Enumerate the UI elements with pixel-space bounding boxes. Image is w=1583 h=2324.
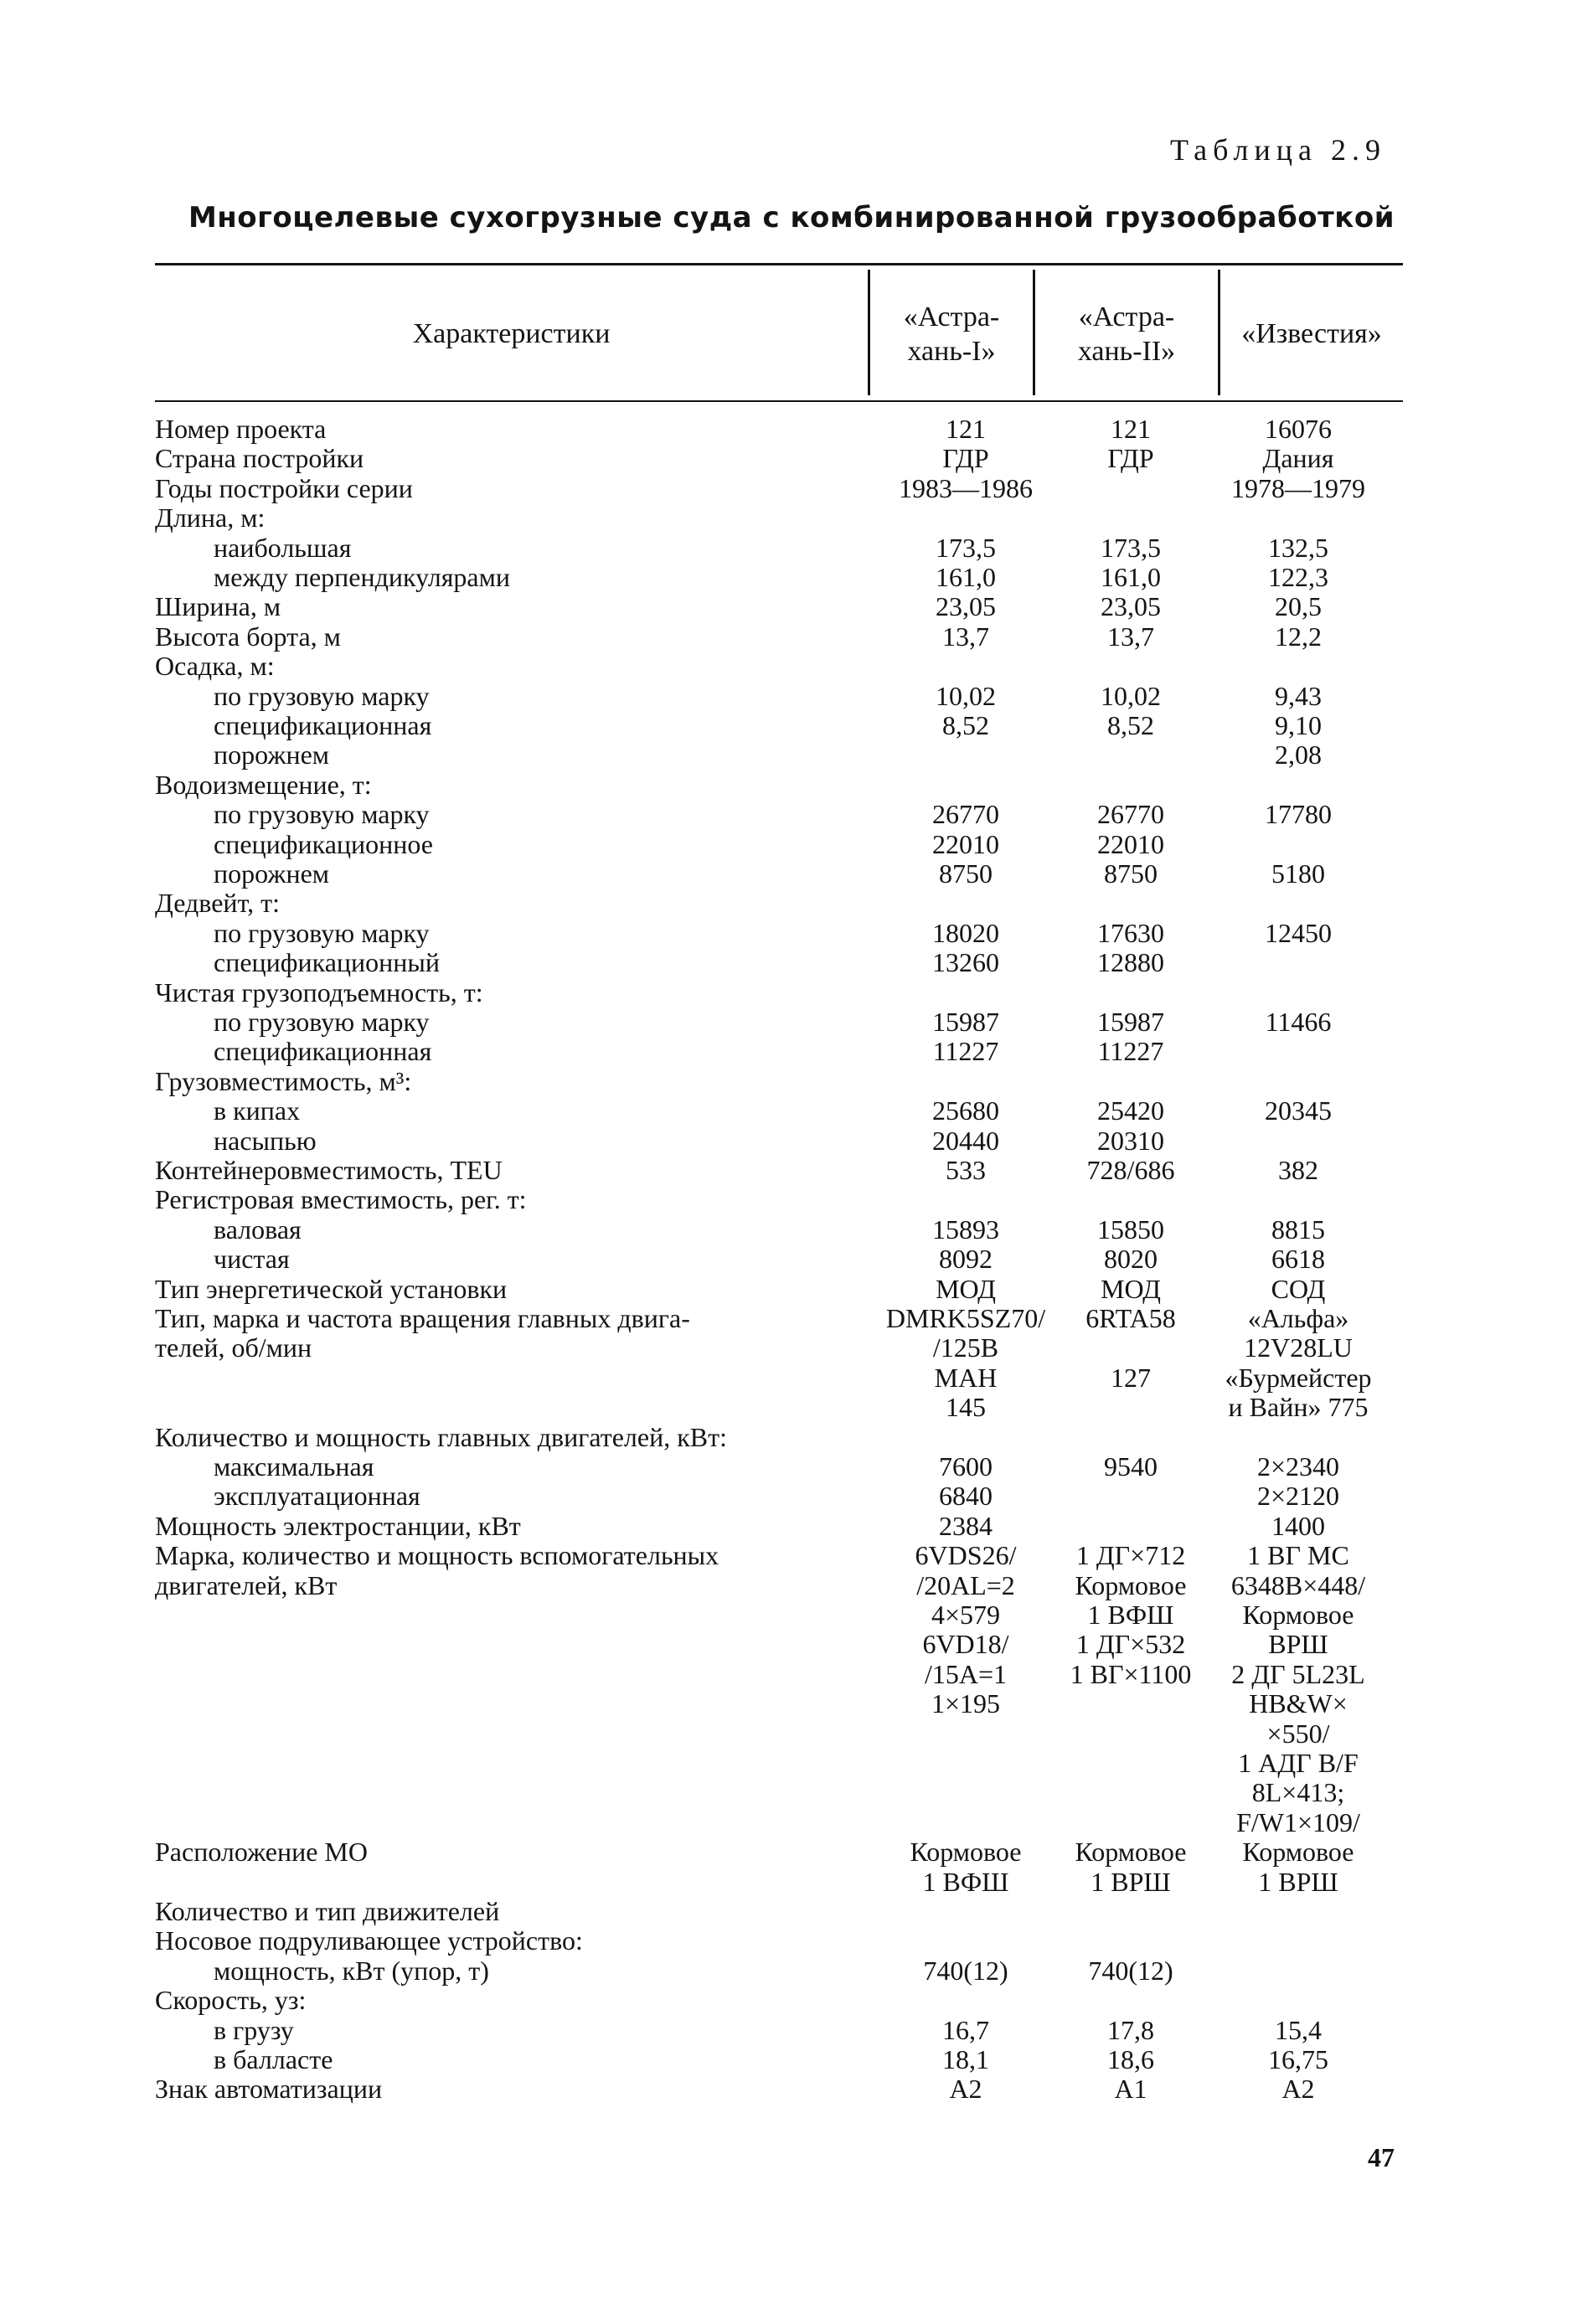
cell-astrakhan-1: 6VDS26/ (915, 1540, 1017, 1570)
row-label: по грузовую марку (214, 681, 430, 711)
table-row (0, 858, 1583, 888)
cell-astrakhan-1: Кормовое (910, 1837, 1022, 1867)
table-row (0, 562, 1583, 591)
row-label: Марка, количество и мощность вспомогательных (155, 1540, 719, 1570)
row-label: Количество и мощность главных двигателей, кВт: (155, 1422, 727, 1452)
cell-astrakhan-2: 11227 (1097, 1036, 1164, 1066)
cell-izvestiya: 6348B×448/ (1230, 1570, 1366, 1600)
cell-astrakhan-1: 6VD18/ (922, 1629, 1009, 1659)
cell-astrakhan-1: 15987 (932, 1007, 999, 1037)
header-astrakhan-2 (1035, 300, 1218, 369)
cell-izvestiya: 17780 (1265, 799, 1332, 829)
cell-izvestiya: 382 (1278, 1155, 1318, 1185)
table-top-rule (155, 263, 1403, 265)
row-label: в грузу (214, 2015, 294, 2045)
cell-astrakhan-1: /15A=1 (924, 1659, 1008, 1689)
cell-astrakhan-2: A1 (1114, 2074, 1147, 2104)
cell-izvestiya: 9,43 (1275, 681, 1322, 711)
cell-astrakhan-2: 25420 (1097, 1095, 1164, 1126)
cell-astrakhan-2: Кормовое (1075, 1837, 1187, 1867)
table-row (0, 1777, 1583, 1806)
row-label: Контейнеровместимость, TEU (155, 1155, 503, 1185)
table-row (0, 1511, 1583, 1540)
row-label: Дедвейт, т: (155, 888, 280, 918)
cell-astrakhan-1: 6840 (939, 1481, 993, 1511)
cell-izvestiya: 2 ДГ 5L23L (1231, 1659, 1365, 1689)
cell-izvestiya: Кормовое (1242, 1837, 1354, 1867)
cell-astrakhan-2: 23,05 (1101, 591, 1161, 621)
table-row (0, 1719, 1583, 1748)
cell-astrakhan-1: 10,02 (936, 681, 996, 711)
header-astrakhan-1 (870, 300, 1033, 369)
cell-astrakhan-1: 20440 (932, 1126, 999, 1156)
row-label: Регистровая вместимость, рег. т: (155, 1184, 527, 1214)
cell-astrakhan-2: 22010 (1097, 829, 1164, 859)
header-col1-line2: хань-I» (907, 336, 996, 368)
header-izvestiya: «Известия» (1241, 318, 1382, 349)
row-label: чистая (214, 1244, 290, 1274)
table-row (0, 799, 1583, 828)
cell-astrakhan-1: 161,0 (936, 562, 996, 592)
cell-astrakhan-1: 8750 (939, 858, 993, 889)
cell-astrakhan-1: 1 ВФШ (922, 1867, 1009, 1897)
cell-izvestiya: 1 ВГ МС (1247, 1540, 1349, 1570)
cell-izvestiya: 122,3 (1268, 562, 1328, 592)
table-row (0, 1481, 1583, 1510)
table-row (0, 1837, 1583, 1866)
row-label: порожнем (214, 858, 330, 889)
table-row (0, 947, 1583, 976)
cell-izvestiya: 16076 (1265, 414, 1332, 444)
cell-izvestiya: 8815 (1271, 1214, 1325, 1244)
cell-astrakhan-2: 1 ВФШ (1087, 1600, 1174, 1630)
cell-astrakhan-1: 13260 (932, 947, 999, 977)
cell-izvestiya: 6618 (1271, 1244, 1325, 1274)
table-row (0, 1036, 1583, 1065)
cell-astrakhan-1: 8092 (939, 1244, 993, 1274)
header-bottom-rule (155, 400, 1403, 402)
table-title: Многоцелевые сухогрузные суда с комбинированной грузообработкой (188, 201, 1395, 234)
cell-astrakhan-2: 20310 (1097, 1126, 1164, 1156)
table-row (0, 621, 1583, 651)
cell-astrakhan-2: 8,52 (1107, 710, 1154, 740)
table-row (0, 1303, 1583, 1332)
table-row (0, 1807, 1583, 1837)
table-row (0, 502, 1583, 532)
cell-izvestiya: и Вайн» 775 (1228, 1392, 1369, 1422)
cell-astrakhan-1: 15893 (932, 1214, 999, 1244)
cell-astrakhan-1: 25680 (932, 1095, 999, 1126)
cell-izvestiya: 5180 (1271, 858, 1325, 889)
row-label: по грузовую марку (214, 918, 430, 948)
cell-astrakhan-1: 533 (946, 1155, 986, 1185)
table-row (0, 739, 1583, 769)
cell-astrakhan-1: DMRK5SZ70/ (885, 1303, 1046, 1333)
cell-astrakhan-2: 26770 (1097, 799, 1164, 829)
table-row (0, 2015, 1583, 2044)
cell-astrakhan-2: 728/686 (1086, 1155, 1175, 1185)
cell-izvestiya: 12450 (1265, 918, 1332, 948)
row-label: по грузовую марку (214, 1007, 430, 1037)
cell-izvestiya: 12,2 (1275, 621, 1322, 652)
cell-astrakhan-2: 740(12) (1088, 1956, 1173, 1986)
row-label: между перпендикулярами (214, 562, 510, 592)
table-row (0, 1363, 1583, 1392)
cell-astrakhan-2: 9540 (1104, 1451, 1158, 1481)
table-row (0, 1332, 1583, 1362)
cell-izvestiya: 12V28LU (1244, 1332, 1353, 1363)
table-row (0, 1867, 1583, 1896)
cell-izvestiya: 16,75 (1268, 2044, 1328, 2074)
cell-astrakhan-2: 121 (1111, 414, 1151, 444)
row-label: Номер проекта (155, 414, 327, 444)
table-row (0, 1155, 1583, 1184)
row-label: Высота борта, м (155, 621, 341, 652)
row-label: спецификационная (214, 710, 432, 740)
cell-astrakhan-1: МОД (936, 1274, 996, 1304)
cell-astrakhan-1: ГДР (942, 443, 989, 473)
table-row (0, 473, 1583, 502)
table-row (0, 1184, 1583, 1214)
header-col2-line2: хань-II» (1077, 336, 1176, 368)
table-row (0, 1126, 1583, 1155)
cell-astrakhan-1: 7600 (939, 1451, 993, 1481)
table-row (0, 888, 1583, 917)
cell-astrakhan-2: 127 (1111, 1363, 1151, 1393)
row-label: Водоизмещение, т: (155, 770, 372, 800)
cell-izvestiya: СОД (1271, 1274, 1326, 1304)
table-row (0, 2074, 1583, 2103)
row-label: Ширина, м (155, 591, 281, 621)
cell-astrakhan-2: 6RTA58 (1085, 1303, 1176, 1333)
cell-izvestiya: Дания (1262, 443, 1334, 473)
cell-izvestiya: «Альфа» (1247, 1303, 1349, 1333)
table-label: Таблица 2.9 (1170, 133, 1386, 167)
row-label: Тип энергетической установки (155, 1274, 508, 1304)
cell-astrakhan-2: 161,0 (1101, 562, 1161, 592)
cell-izvestiya: HB&W× (1249, 1688, 1348, 1719)
table-row (0, 1007, 1583, 1036)
cell-astrakhan-2: 17630 (1097, 918, 1164, 948)
cell-astrakhan-2: Кормовое (1075, 1570, 1187, 1600)
row-label: Носовое подруливающее устройство: (155, 1925, 583, 1956)
cell-astrakhan-2: 1 ДГ×712 (1075, 1540, 1186, 1570)
cell-astrakhan-1: 4×579 (931, 1600, 1001, 1630)
cell-astrakhan-1: 740(12) (923, 1956, 1008, 1986)
cell-astrakhan-1: /20AL=2 (916, 1570, 1015, 1600)
cell-astrakhan-1: 22010 (932, 829, 999, 859)
table-row (0, 1392, 1583, 1421)
cell-astrakhan-1: 145 (946, 1392, 986, 1422)
cell-astrakhan-1: 1×195 (931, 1688, 1001, 1719)
cell-astrakhan-1: 2384 (939, 1511, 993, 1541)
table-row (0, 1422, 1583, 1451)
table-row (0, 533, 1583, 562)
cell-izvestiya: 1978—1979 (1231, 473, 1365, 503)
cell-astrakhan-2: 12880 (1097, 947, 1164, 977)
row-label: двигателей, кВт (155, 1570, 338, 1600)
table-row (0, 1659, 1583, 1688)
table-row (0, 1748, 1583, 1777)
cell-astrakhan-2: МОД (1101, 1274, 1161, 1304)
row-label: насыпью (214, 1126, 317, 1156)
cell-astrakhan-2: 1 ВРШ (1091, 1867, 1171, 1897)
table-row (0, 1985, 1583, 2014)
cell-astrakhan-1: 16,7 (942, 2015, 989, 2045)
cell-astrakhan-2: 1 ВГ×1100 (1070, 1659, 1192, 1689)
table-row (0, 1274, 1583, 1303)
row-label: телей, об/мин (155, 1332, 312, 1363)
row-label: Длина, м: (155, 502, 266, 533)
cell-izvestiya: 1 ВРШ (1258, 1867, 1338, 1897)
header-col2-line1: «Астра- (1078, 301, 1175, 332)
header-col1-line1: «Астра- (903, 301, 1000, 332)
cell-astrakhan-1: 1983—1986 (899, 473, 1033, 503)
row-label: наибольшая (214, 533, 352, 563)
cell-izvestiya: 2×2120 (1256, 1481, 1340, 1511)
cell-astrakhan-1: 173,5 (936, 533, 996, 563)
row-label: Скорость, уз: (155, 1985, 307, 2015)
table-row (0, 770, 1583, 799)
table-row (0, 1214, 1583, 1244)
row-label: спецификационная (214, 1036, 432, 1066)
cell-astrakhan-1: 18,1 (942, 2044, 989, 2074)
row-label: валовая (214, 1214, 302, 1244)
row-label: в кипах (214, 1095, 301, 1126)
table-row (0, 1896, 1583, 1925)
table-row (0, 681, 1583, 710)
table-row (0, 1244, 1583, 1273)
cell-izvestiya: 20,5 (1275, 591, 1322, 621)
cell-izvestiya: ×550/ (1266, 1719, 1330, 1749)
row-label: в балласте (214, 2044, 333, 2074)
cell-astrakhan-1: 121 (946, 414, 986, 444)
cell-izvestiya: 8L×413; (1251, 1777, 1345, 1807)
row-label: мощность, кВт (упор, т) (214, 1956, 489, 1986)
cell-izvestiya: 20345 (1265, 1095, 1332, 1126)
cell-izvestiya: 1 АДГ B/F (1238, 1748, 1359, 1778)
cell-astrakhan-2: 10,02 (1101, 681, 1161, 711)
row-label: Расположение МО (155, 1837, 368, 1867)
cell-astrakhan-2: 173,5 (1101, 533, 1161, 563)
table-row (0, 1629, 1583, 1658)
table-row (0, 1066, 1583, 1095)
cell-astrakhan-1: 23,05 (936, 591, 996, 621)
cell-astrakhan-1: 11227 (932, 1036, 999, 1066)
header-characteristics: Характеристики (412, 318, 611, 349)
table-row (0, 591, 1583, 621)
row-label: Осадка, м: (155, 651, 275, 681)
cell-astrakhan-1: 26770 (932, 799, 999, 829)
cell-izvestiya: 2,08 (1275, 739, 1322, 770)
row-label: спецификационное (214, 829, 433, 859)
table-row (0, 443, 1583, 472)
cell-astrakhan-1: MAH (934, 1363, 998, 1393)
cell-astrakhan-2: 8750 (1104, 858, 1158, 889)
row-label: порожнем (214, 739, 330, 770)
cell-astrakhan-2: 18,6 (1107, 2044, 1154, 2074)
page-number: 47 (1368, 2142, 1395, 2172)
cell-izvestiya: ВРШ (1268, 1629, 1328, 1659)
row-label: спецификационный (214, 947, 441, 977)
table-row (0, 414, 1583, 443)
cell-izvestiya: 2×2340 (1256, 1451, 1340, 1481)
table-row (0, 1925, 1583, 1955)
table-row (0, 1451, 1583, 1481)
table-row (0, 2044, 1583, 2074)
cell-astrakhan-2: 8020 (1104, 1244, 1158, 1274)
cell-astrakhan-2: 15850 (1097, 1214, 1164, 1244)
row-label: Тип, марка и частота вращения главных двига- (155, 1303, 690, 1333)
cell-astrakhan-2: 15987 (1097, 1007, 1164, 1037)
cell-izvestiya: 11466 (1265, 1007, 1332, 1037)
cell-izvestiya: A2 (1281, 2074, 1315, 2104)
table-row (0, 710, 1583, 739)
row-label: Грузовместимость, м³: (155, 1066, 412, 1096)
row-label: Мощность электростанции, кВт (155, 1511, 521, 1541)
row-label: эксплуатационная (214, 1481, 420, 1511)
table-row (0, 1540, 1583, 1569)
cell-astrakhan-1: 8,52 (942, 710, 989, 740)
cell-astrakhan-1: 13,7 (942, 621, 989, 652)
cell-izvestiya: Кормовое (1242, 1600, 1354, 1630)
cell-astrakhan-1: /125B (932, 1332, 999, 1363)
cell-izvestiya: 132,5 (1268, 533, 1328, 563)
table-row (0, 651, 1583, 680)
cell-izvestiya: 1400 (1271, 1511, 1325, 1541)
table-row (0, 977, 1583, 1007)
row-label: Знак автоматизации (155, 2074, 383, 2104)
cell-astrakhan-2: 17,8 (1107, 2015, 1154, 2045)
row-label: Годы постройки серии (155, 473, 413, 503)
cell-astrakhan-1: A2 (949, 2074, 982, 2104)
table-row (0, 1956, 1583, 1985)
cell-izvestiya: «Бурмейстер (1225, 1363, 1372, 1393)
cell-izvestiya: F/W1×109/ (1236, 1807, 1360, 1837)
table-row (0, 1570, 1583, 1600)
table-row (0, 1688, 1583, 1718)
table-row (0, 918, 1583, 947)
cell-izvestiya: 9,10 (1275, 710, 1322, 740)
cell-astrakhan-2: ГДР (1107, 443, 1154, 473)
cell-astrakhan-1: 18020 (932, 918, 999, 948)
cell-astrakhan-2: 1 ДГ×532 (1075, 1629, 1186, 1659)
table-row (0, 1095, 1583, 1125)
cell-izvestiya: 15,4 (1275, 2015, 1322, 2045)
table-row (0, 829, 1583, 858)
row-label: Страна постройки (155, 443, 364, 473)
row-label: Чистая грузоподъемность, т: (155, 977, 483, 1007)
cell-astrakhan-2: 13,7 (1107, 621, 1154, 652)
table-row (0, 1600, 1583, 1629)
row-label: Количество и тип движителей (155, 1896, 500, 1926)
row-label: по грузовую марку (214, 799, 430, 829)
row-label: максимальная (214, 1451, 374, 1481)
